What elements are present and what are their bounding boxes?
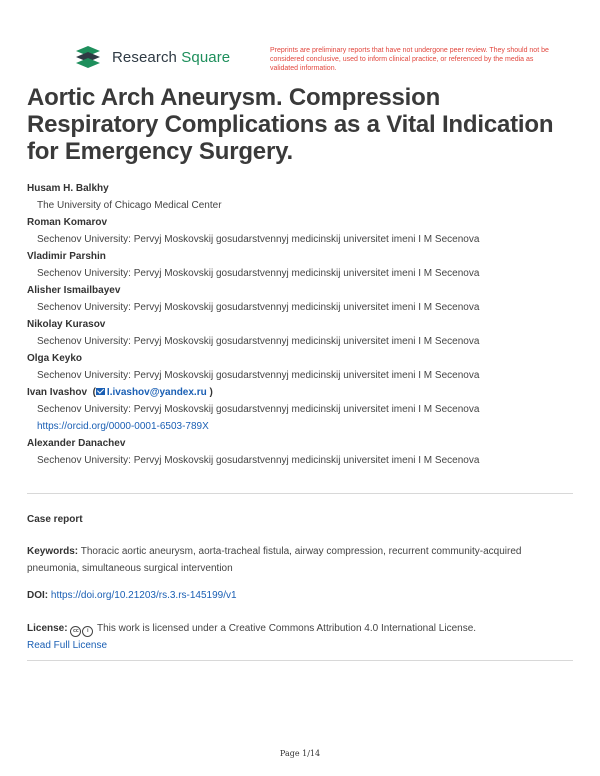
license-label: License: [27,623,68,634]
article-type: Case report [27,514,83,525]
author-name: Nikolay Kurasov [27,319,106,330]
doi-link[interactable]: https://doi.org/10.21203/rs.3.rs-145199/v1 [50,590,237,601]
author-entry [27,350,577,384]
author-affiliation: Sechenov University: Pervyj Moskovskij gosudarstvennyj medicinskij universitet imeni I M Secenova [37,268,480,279]
author-affiliation: Sechenov University: Pervyj Moskovskij gosudarstvennyj medicinskij universitet imeni I M Secenova [37,370,480,381]
read-full-license-link[interactable]: Read Full License [27,640,108,651]
license-text: This work is licensed under a Creative Commons Attribution 4.0 International License. [96,623,477,634]
author-entry [27,248,577,282]
author-affiliation: Sechenov University: Pervyj Moskovskij gosudarstvennyj medicinskij universitet imeni I M Secenova [37,336,480,347]
orcid-link[interactable]: https://orcid.org/0000-0001-6503-789X [37,421,209,432]
author-name: Alexander Danachev [27,438,126,449]
author-list [27,180,577,469]
author-affiliation: The University of Chicago Medical Center [37,200,222,211]
corresponding-author-name: Ivan Ivashov ( I.ivashov@yandex.ru ) [27,387,213,398]
research-square-logo-icon [74,46,104,68]
author-affiliation: Sechenov University: Pervyj Moskovskij gosudarstvennyj medicinskij universitet imeni I M Secenova [37,455,480,466]
author-affiliation: Sechenov University: Pervyj Moskovskij gosudarstvennyj medicinskij universitet imeni I M Secenova [37,234,480,245]
author-name: Roman Komarov [27,217,108,228]
paper-title: Aortic Arch Aneurysm. Compression Respiratory Complications as a Vital Indication for Emergency Surgery. [27,84,554,165]
author-affiliation: Sechenov University: Pervyj Moskovskij gosudarstvennyj medicinskij universitet imeni I M Secenova [37,404,480,415]
doi-block [27,590,237,601]
author-name: Olga Keyko [27,353,83,364]
doi-label: DOI: [27,590,49,601]
author-entry [27,282,577,316]
cc-icon: cc [70,626,81,637]
preprint-disclaimer: Preprints are preliminary reports that have not undergone peer review. They should not be considered conclusive, used to inform clinical practice, or referenced by the media as validated information. [270,47,549,72]
author-name: Alisher Ismailbayev [27,285,121,296]
author-entry [27,180,577,214]
research-square-logo[interactable] [74,46,230,68]
author-entry [27,435,577,469]
section-divider [27,493,573,494]
email-icon [96,388,105,395]
cc-by-icon: i [82,626,93,637]
author-name: Husam H. Balkhy [27,183,109,194]
author-entry [27,316,577,350]
author-entry [27,214,577,248]
author-name: Vladimir Parshin [27,251,106,262]
corresponding-author-entry [27,384,577,435]
author-affiliation: Sechenov University: Pervyj Moskovskij gosudarstvennyj medicinskij universitet imeni I M Secenova [37,302,480,313]
keywords-block [27,543,573,577]
keywords-label: Keywords: [27,546,79,557]
keywords-text: Thoracic aortic aneurysm, aorta-tracheal fistula, airway compression, recurrent community-acquired pneumonia, simultaneous surgical intervention [27,546,522,574]
brand-name: Research Square [112,48,231,66]
license-block [27,620,573,654]
section-divider [27,660,573,661]
author-name: Ivan Ivashov [27,387,88,398]
author-email-link[interactable]: I.ivashov@yandex.ru [106,387,207,398]
page-number: Page 1/14 [279,749,321,758]
